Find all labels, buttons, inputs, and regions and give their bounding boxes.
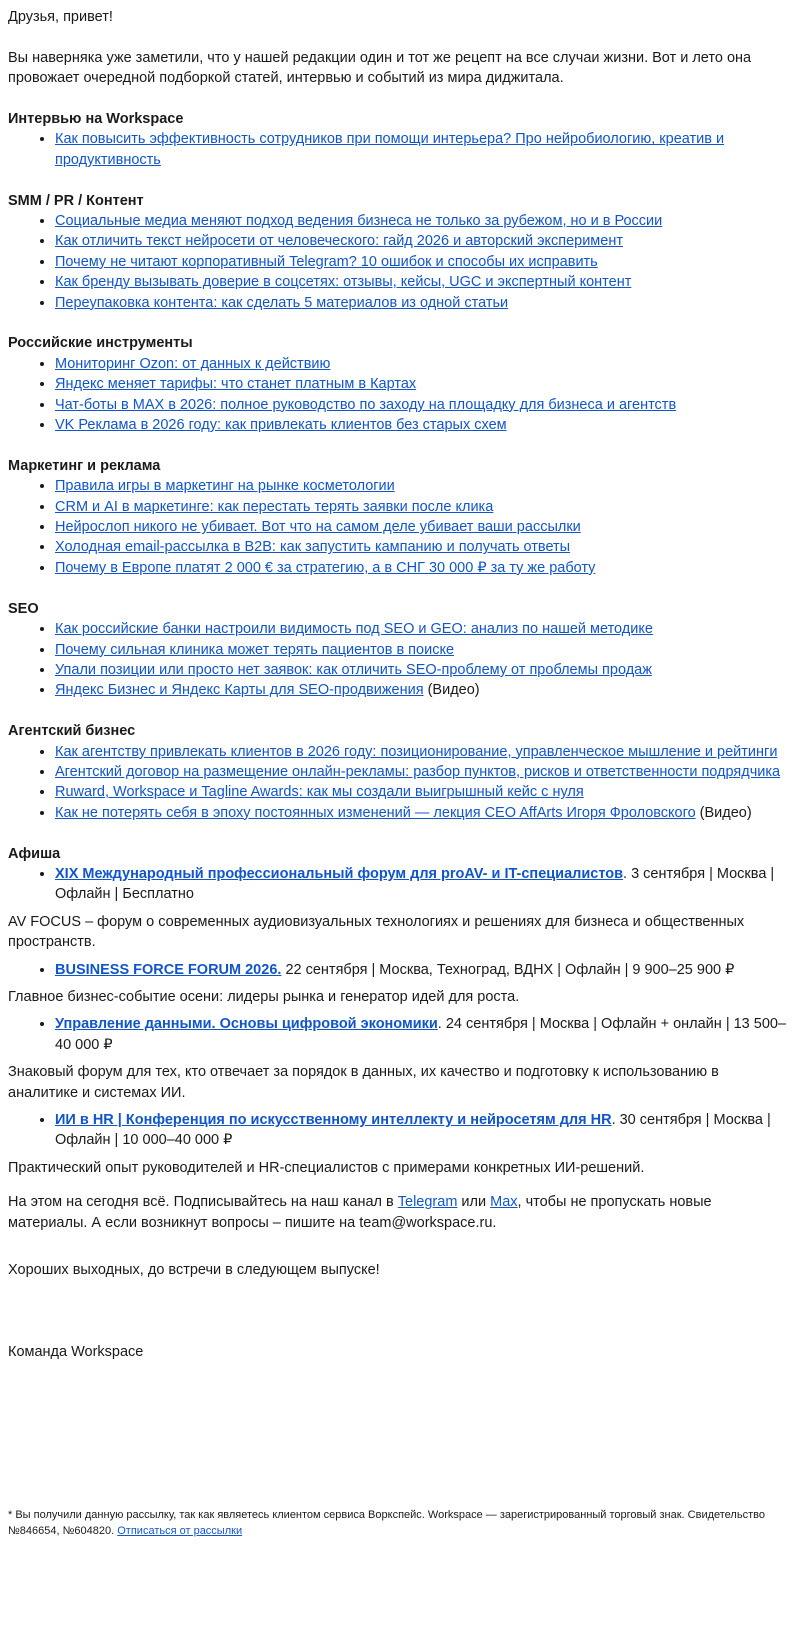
article-list-item <box>55 558 792 578</box>
event-link[interactable]: BUSINESS FORCE FORUM 2026. <box>55 961 282 978</box>
article-link[interactable]: Упали позиции или просто нет заявок: как отличить SEO-проблему от проблемы продаж <box>55 661 652 678</box>
event-item <box>55 1014 792 1055</box>
article-list-item <box>55 517 792 537</box>
event-description: Практический опыт руководителей и HR-специалистов с примерами конкретных ИИ-решений. <box>8 1159 645 1176</box>
article-list-item <box>55 497 792 517</box>
article-link[interactable]: Как российские банки настроили видимость под SEO и GEO: анализ по нашей методике <box>55 621 653 638</box>
article-link[interactable]: Яндекс меняет тарифы: что станет платным в Картах <box>55 376 417 393</box>
article-link[interactable]: Холодная email-рассылка в B2B: как запустить кампанию и получать ответы <box>55 539 571 556</box>
event-list <box>8 1014 792 1055</box>
article-list-item <box>55 374 792 394</box>
farewell: Хороших выходных, до встречи в следующем выпуске! <box>8 1262 380 1279</box>
section-heading: Интервью на Workspace <box>8 111 184 127</box>
article-list-item <box>55 231 792 251</box>
article-link[interactable]: Как повысить эффективность сотрудников при помощи интерьера? Про нейробиологию, креатив и продуктивность <box>55 131 725 168</box>
event-item <box>55 864 792 905</box>
section-heading: Маркетинг и реклама <box>8 457 161 474</box>
article-link[interactable]: Яндекс Бизнес и Яндекс Карты для SEO-продвижения <box>55 682 424 699</box>
signature: Команда Workspace <box>8 1344 144 1360</box>
article-link[interactable]: Как агентству привлекать клиентов в 2026 году: позиционирование, управленческое мышление и рейтинги <box>55 743 778 760</box>
footer-text: * Вы получили данную рассылку, так как являетесь клиентом сервиса Воркспейс. Workspace — зарегистрированный торговый знак. Свидетельство №846654, №604820. <box>8 1509 765 1537</box>
article-list-item <box>55 395 792 415</box>
article-link[interactable]: Как бренду вызывать доверие в соцсетях: отзывы, кейсы, UGC и экспертный контент <box>55 274 632 291</box>
article-link[interactable]: Переупаковка контента: как сделать 5 материалов из одной статьи <box>55 294 509 311</box>
article-list-item <box>55 803 792 823</box>
article-list-item <box>55 762 792 782</box>
closing-text-or: или <box>457 1194 491 1211</box>
closing-paragraph <box>8 1192 792 1233</box>
article-list-item <box>55 782 792 802</box>
article-list-item <box>55 354 792 374</box>
event-details: . 30 сентября | Москва | Офлайн | 10 000–40 000 ₽ <box>55 1112 771 1149</box>
event-list <box>8 960 792 980</box>
section-heading: SEO <box>8 600 39 617</box>
event-list <box>8 864 792 905</box>
event-details: . 24 сентября | Москва | Офлайн + онлайн | 13 500–40 000 ₽ <box>55 1016 787 1053</box>
article-list-item <box>55 293 792 313</box>
event-description: Знаковый форум для тех, кто отвечает за порядок в данных, их качество и подготовку к использованию в аналитике и системах ИИ. <box>8 1064 719 1101</box>
article-suffix: (Видео) <box>695 804 752 821</box>
article-list <box>8 129 792 170</box>
event-link[interactable]: ИИ в HR | Конференция по искусственному интеллекту и нейросетям для HR <box>55 1112 612 1128</box>
greeting: Друзья, привет! <box>8 9 113 25</box>
event-details: 22 сентября | Москва, Техноград, ВДНХ | Офлайн | 9 900–25 900 ₽ <box>281 961 735 978</box>
article-link[interactable]: Как отличить текст нейросети от человеческого: гайд 2026 и авторский эксперимент <box>55 233 623 250</box>
events-list <box>8 864 792 1185</box>
unsubscribe-link[interactable]: Отписаться от рассылки <box>117 1525 243 1537</box>
section-heading: Агентский бизнес <box>8 723 136 740</box>
article-link[interactable]: Почему в Европе платят 2 000 € за стратегию, а в СНГ 30 000 ₽ за ту же работу <box>55 559 596 576</box>
section-heading: SMM / PR / Контент <box>8 192 144 209</box>
article-suffix: (Видео) <box>423 682 480 699</box>
article-list-item <box>55 476 792 496</box>
article-list-item <box>55 640 792 660</box>
event-item <box>55 1110 792 1151</box>
article-list <box>8 354 792 436</box>
event-description: Главное бизнес-событие осени: лидеры рынка и генератор идей для роста. <box>8 988 520 1005</box>
article-link[interactable]: Правила игры в маркетинг на рынке косметологии <box>55 478 395 495</box>
article-list-item <box>55 252 792 272</box>
article-link[interactable]: Почему сильная клиника может терять пациентов в поиске <box>55 641 455 658</box>
closing-text-start: На этом на сегодня всё. Подписывайтесь на наш канал в <box>8 1194 398 1211</box>
closing-text-end: , чтобы не пропускать новые материалы. А если возникнут вопросы – пишите на team@workspace.ru. <box>8 1194 712 1231</box>
footer-disclaimer <box>8 1507 778 1539</box>
article-list-item <box>55 680 792 700</box>
article-list-item <box>55 211 792 231</box>
intro-paragraph: Вы наверняка уже заметили, что у нашей редакции один и тот же рецепт на все случаи жизни. Вот и лето она провожает очередной подборкой статей, интервью и событий из мира диджитала. <box>8 49 752 87</box>
events-heading: Афиша <box>8 845 61 862</box>
event-list <box>8 1110 792 1151</box>
article-list-item <box>55 272 792 292</box>
article-link[interactable]: Как не потерять себя в эпоху постоянных изменений — лекция CEO AffArts Игоря Фроловского <box>55 804 696 821</box>
article-sections <box>8 109 792 844</box>
article-list <box>8 619 792 701</box>
article-link[interactable]: Чат-боты в MAX в 2026: полное руководство по заходу на площадку для бизнеса и агентств <box>55 396 677 413</box>
article-list <box>8 211 792 313</box>
article-list-item <box>55 129 792 170</box>
article-list-item <box>55 415 792 435</box>
article-list-item <box>55 660 792 680</box>
article-list <box>8 476 792 578</box>
max-link[interactable]: Max <box>490 1194 518 1211</box>
event-description: AV FOCUS – форум о современных аудиовизуальных технологиях и решениях для бизнеса и общественных пространств. <box>8 913 745 951</box>
event-link[interactable]: Управление данными. Основы цифровой экономики <box>55 1016 438 1033</box>
article-link[interactable]: Нейрослоп никого не убивает. Вот что на самом деле убивает ваши рассылки <box>55 519 581 536</box>
article-list <box>8 742 792 824</box>
article-link[interactable]: Мониторинг Ozon: от данных к действию <box>55 355 331 372</box>
article-list-item <box>55 619 792 639</box>
event-details: . 3 сентября | Москва | Офлайн | Бесплатно <box>55 865 775 903</box>
article-link[interactable]: Социальные медиа меняют подход ведения бизнеса не только за рубежом, но и в России <box>55 213 663 230</box>
article-link[interactable]: VK Реклама в 2026 году: как привлекать клиентов без старых схем <box>55 417 507 434</box>
article-link[interactable]: Почему не читают корпоративный Telegram? 10 ошибок и способы их исправить <box>55 253 598 270</box>
event-item <box>55 960 792 980</box>
article-list-item <box>55 742 792 762</box>
article-link[interactable]: Ruward, Workspace и Tagline Awards: как мы создали выигрышный кейс с нуля <box>55 784 584 801</box>
section-heading: Российские инструменты <box>8 335 193 352</box>
article-link[interactable]: CRM и AI в маркетинге: как перестать терять заявки после клика <box>55 498 494 515</box>
telegram-link[interactable]: Telegram <box>397 1194 458 1211</box>
article-link[interactable]: Агентский договор на размещение онлайн-рекламы: разбор пунктов, рисков и ответственности подрядчика <box>55 763 781 780</box>
event-link[interactable]: XIX Международный профессиональный форум для proAV- и IT-специалистов <box>55 865 624 882</box>
article-list-item <box>55 537 792 557</box>
